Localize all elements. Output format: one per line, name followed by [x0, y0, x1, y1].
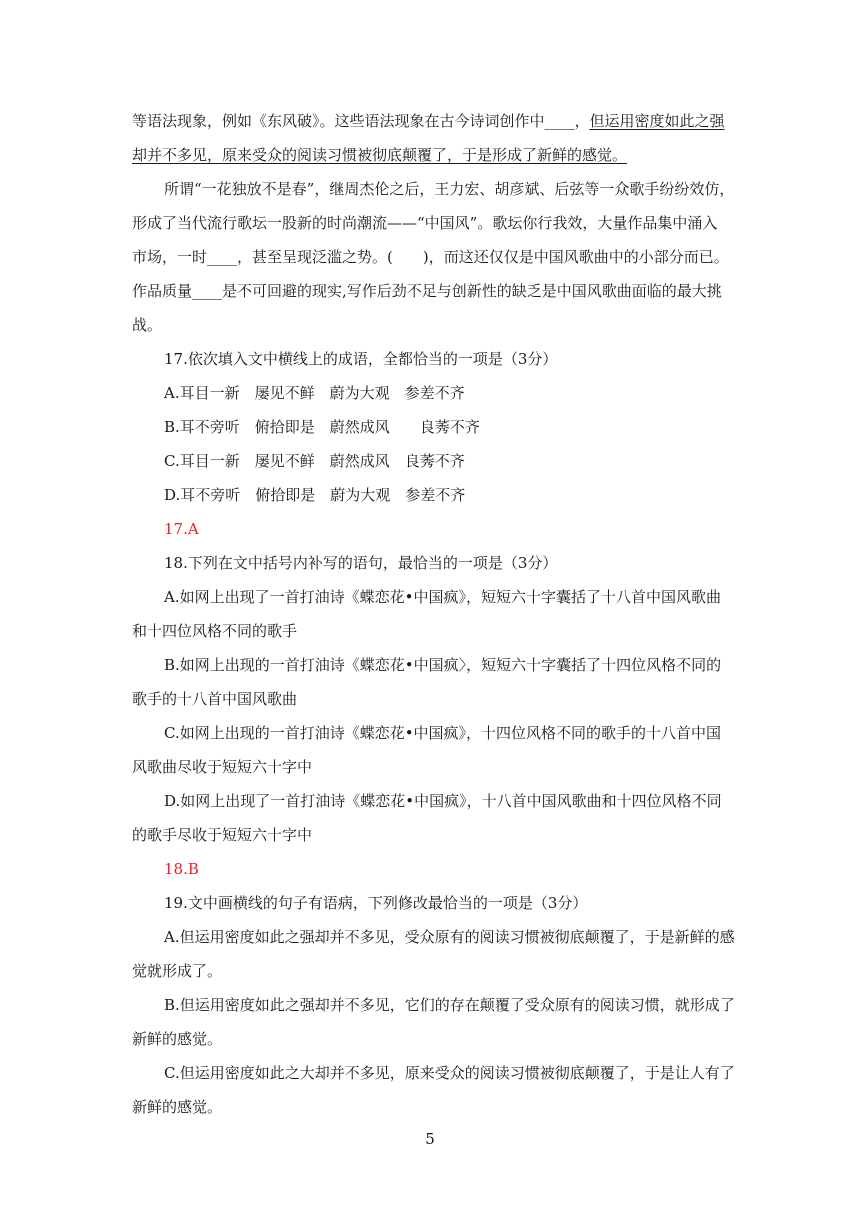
q19-option-c-cont: 新鲜的感觉。	[132, 1098, 223, 1116]
question-19-stem: 19.文中画横线的句子有语病，下列修改最恰当的一项是（3分）	[164, 894, 588, 912]
q18-option-d-cont: 的歌手尽收于短短六十字中	[132, 826, 313, 844]
underlined-sentence: 却并不多见，原来受众的阅读习惯被彻底颠覆了，于是形成了新鲜的感觉。	[132, 146, 628, 164]
passage-line: 战。	[132, 316, 163, 334]
passage-line: 作品质量____是不可回避的现实,写作后劲不足与创新性的缺乏是中国风歌曲面临的最大挑	[132, 282, 722, 300]
q17-answer: 17.A	[164, 520, 199, 538]
q18-option-b: B.如网上出现的一首打油诗《蝶恋花•中国疯〉，短短六十字囊括了十四位风格不同的	[164, 656, 722, 674]
q19-option-c: C.但运用密度如此之大却并不多见，原来受众的阅读习惯被彻底颠覆了，于是让人有了	[164, 1064, 735, 1082]
q17-option-d: D.耳不旁听 俯拾即是 蔚为大观 参差不齐	[164, 486, 466, 504]
passage-line: 所谓“一花独放不是春”，继周杰伦之后，王力宏、胡彦斌、后弦等一众歌手纷纷效仿，	[164, 180, 735, 198]
q19-option-b: B.但运用密度如此之强却并不多见，它们的存在颠覆了受众原有的阅读习惯，就形成了	[164, 996, 735, 1014]
q18-answer: 18.B	[164, 860, 199, 878]
q19-option-a-cont: 觉就形成了。	[132, 962, 223, 980]
underlined-sentence: 但运用密度如此之强	[589, 112, 725, 130]
passage-line: 等语法现象，例如《东风破》。这些语法现象在古今诗词创作中____，但运用密度如此之强	[132, 112, 725, 130]
q18-option-a: A.如网上出现了一首打油诗《蝶恋花•中国疯》，短短六十字囊括了十八首中国风歌曲	[164, 588, 721, 606]
passage-line: 市场，一时____，甚至呈现泛滥之势。( )，而这还仅仅是中国风歌曲中的小部分而已。	[132, 248, 729, 266]
q18-option-a-cont: 和十四位风格不同的歌手	[132, 622, 298, 640]
q18-option-c: C.如网上出现的一首打油诗《蝶恋花•中国疯》，十四位风格不同的歌手的十八首中国	[164, 724, 722, 742]
question-17-stem: 17.依次填入文中横线上的成语，全都恰当的一项是（3分）	[164, 350, 558, 368]
q17-option-b: B.耳不旁听 俯拾即是 蔚然成风 良莠不齐	[164, 418, 480, 436]
q19-option-b-cont: 新鲜的感觉。	[132, 1030, 223, 1048]
question-18-stem: 18.下列在文中括号内补写的语句，最恰当的一项是（3分）	[164, 554, 558, 572]
q17-option-c: C.耳目一新 屡见不鲜 蔚然成风 良莠不齐	[164, 452, 465, 470]
q17-option-a: A.耳目一新 屡见不鲜 蔚为大观 参差不齐	[164, 384, 465, 402]
q18-option-c-cont: 风歌曲尽收于短短六十字中	[132, 758, 313, 776]
q18-option-b-cont: 歌手的十八首中国风歌曲	[132, 690, 298, 708]
page-number: 5	[425, 1130, 435, 1148]
q18-option-d: D.如网上出现了一首打油诗《蝶恋花•中国疯》，十八首中国风歌曲和十四位风格不同	[164, 792, 722, 810]
q19-option-a: A.但运用密度如此之强却并不多见，受众原有的阅读习惯被彻底颠覆了，于是新鲜的感	[164, 928, 735, 946]
passage-line: 形成了当代流行歌坛一股新的时尚潮流——“中国风”。歌坛你行我效，大量作品集中涌入	[132, 214, 718, 232]
